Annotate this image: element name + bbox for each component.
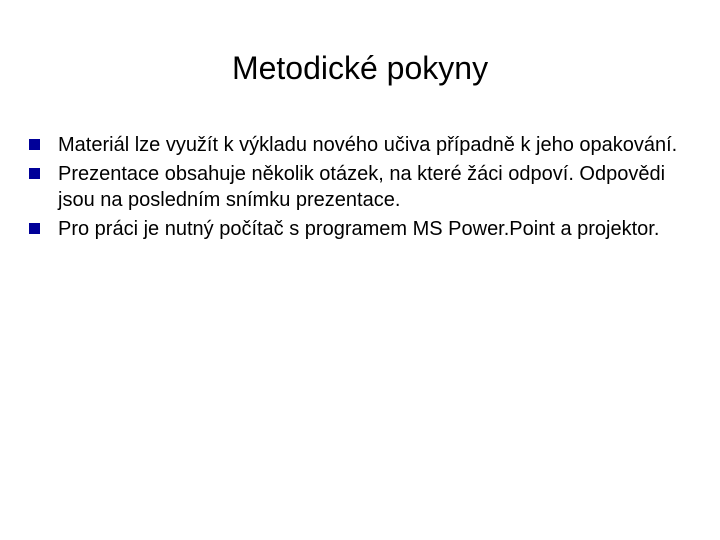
square-bullet-icon [29, 168, 40, 179]
bullet-item [28, 161, 698, 213]
bullet-text: Pro práci je nutný počítač s programem MS Power.Point a projektor. [58, 218, 660, 240]
bullet-item [28, 216, 698, 242]
bullet-list [28, 132, 698, 245]
slide-title: Metodické pokyny [231, 50, 489, 86]
square-bullet-icon [29, 223, 40, 234]
bullet-item [28, 132, 698, 158]
square-bullet-icon [29, 139, 40, 150]
bullet-text: Prezentace obsahuje několik otázek, na které žáci odpoví. Odpovědi jsou na posledním snímku prezentace. [58, 163, 666, 211]
bullet-text: Materiál lze využít k výkladu nového učiva případně k jeho opakování. [58, 134, 678, 156]
